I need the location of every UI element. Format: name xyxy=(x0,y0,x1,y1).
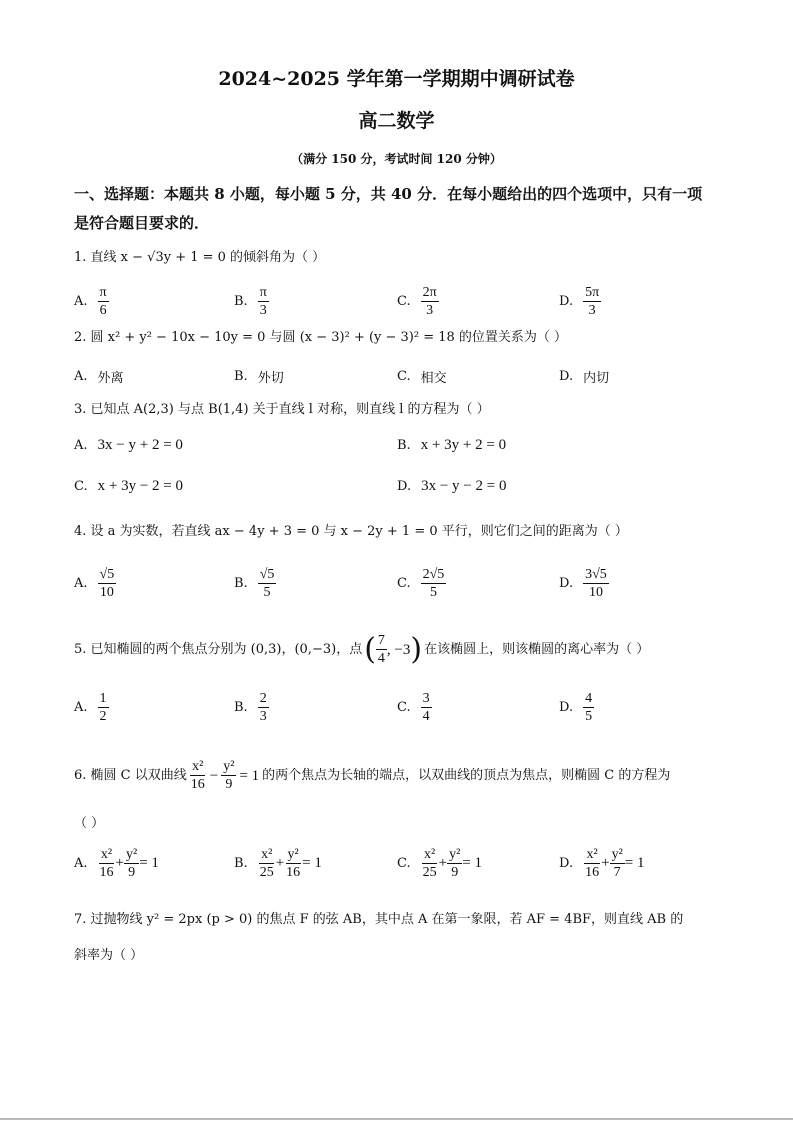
q1-option-a[interactable] xyxy=(74,284,109,319)
q5-option-a[interactable]: A. $\frac{1}{2}$ xyxy=(74,691,107,724)
option-label: D. xyxy=(559,294,574,309)
q3-option-a[interactable]: A. 3x − y + 2 = 0 xyxy=(74,437,183,453)
option-label: A. xyxy=(74,294,88,309)
question-2: 2. 圆 x² + y² − 10x − 10y = 0 与圆 (x − 3)² + (y − 3)² = 18 的位置关系为（ ） xyxy=(74,330,568,345)
question-6: 6. 椭圆 C 以双曲线 $\frac{\text{x²}}{16}$ − $\frac{\text{y²}}{9}$ = 1 的两个焦点为长轴的端点，以双曲线的顶点为焦点，则椭圆 C 的方程为 xyxy=(74,759,671,792)
q4-option-c[interactable]: C. $\frac{2√5}{5}$ xyxy=(397,567,445,600)
q5-option-d[interactable]: D. $\frac{4}{5}$ xyxy=(559,691,593,724)
q6-option-b[interactable]: B. $\frac{\text{x²}}{25}$ + $\frac{\text{y²}}{16}$ = 1 xyxy=(234,847,322,880)
q6-option-a[interactable]: A. $\frac{\text{x²}}{16}$ + $\frac{\text{y²}}{9}$ = 1 xyxy=(74,847,159,880)
q3-option-b[interactable]: B. x + 3y + 2 = 0 xyxy=(397,437,507,453)
exam-subject: 高二数学 xyxy=(358,110,435,132)
q4-option-a[interactable]: A. $\frac{√5}{10}$ xyxy=(74,567,115,600)
q1-option-b[interactable] xyxy=(234,284,269,319)
exam-title: 2024~2025 学年第一学期期中调研试卷 xyxy=(218,68,575,90)
exam-note: （满分 150 分，考试时间 120 分钟） xyxy=(291,152,502,166)
q6-option-c[interactable]: C. $\frac{\text{x²}}{25}$ + $\frac{\text{y²}}{9}$ = 1 xyxy=(397,847,483,880)
question-7-line-2: 斜率为（ ） xyxy=(74,948,144,963)
question-4: 4. 设 a 为实数，若直线 ax − 4y + 3 = 0 与 x − 2y + 1 = 0 平行，则它们之间的距离为（ ） xyxy=(74,524,628,539)
section-line-1: 一、选择题：本题共 8 小题，每小题 5 分，共 40 分．在每小题给出的四个选项中，只有一项 xyxy=(74,185,703,203)
page-bottom-divider xyxy=(0,1118,793,1120)
option-fraction: $\frac{5\pi}{3}$ xyxy=(585,285,600,318)
question-1: 1. 直线 x − √3y + 1 = 0 的倾斜角为（ ） xyxy=(74,250,326,265)
q2-option-c[interactable]: C. 相交 xyxy=(397,369,447,386)
option-fraction: $\frac{2\pi}{3}$ xyxy=(422,285,437,318)
section-line-2: 是符合题目要求的． xyxy=(74,214,210,232)
q6-option-d[interactable]: D. $\frac{\text{x²}}{16}$ + $\frac{\text{y²}}{7}$ = 1 xyxy=(559,847,645,880)
q1-option-d[interactable] xyxy=(559,284,601,319)
option-label: C. xyxy=(397,294,411,309)
q3-option-c[interactable]: C. x + 3y − 2 = 0 xyxy=(74,478,184,494)
question-3: 3. 已知点 A(2,3) 与点 B(1,4) 关于直线 l 对称，则直线 l 的方程为（ ） xyxy=(74,402,490,417)
question-7: 7. 过抛物线 y² = 2px (p > 0) 的焦点 F 的弦 AB，其中点 A 在第一象限，若 AF = 4BF，则直线 AB 的 xyxy=(74,912,684,927)
q2-option-d[interactable]: D. 内切 xyxy=(559,369,610,386)
q2-option-a[interactable]: A. 外离 xyxy=(74,369,124,386)
section-heading xyxy=(74,180,734,238)
q3-option-d[interactable]: D. 3x − y − 2 = 0 xyxy=(397,478,507,494)
q2-option-b[interactable]: B. 外切 xyxy=(234,369,284,386)
question-6-paren: （ ） xyxy=(74,816,105,831)
q4-option-b[interactable]: B. $\frac{√5}{5}$ xyxy=(234,567,275,600)
option-label: B. xyxy=(234,294,248,309)
option-fraction: $\frac{\pi}{3}$ xyxy=(259,285,267,318)
q5-option-c[interactable]: C. $\frac{3}{4}$ xyxy=(397,691,430,724)
q4-option-d[interactable]: D. $\frac{3√5}{10}$ xyxy=(559,567,607,600)
q1-option-c[interactable] xyxy=(397,284,439,319)
q5-option-b[interactable]: B. $\frac{2}{3}$ xyxy=(234,691,267,724)
option-fraction: $\frac{\pi}{6}$ xyxy=(99,285,107,318)
question-5: 5. 已知椭圆的两个焦点分别为 (0,3)，(0,−3)，点 ( $\frac{7}{4}$ , −3 ) 在该椭圆上，则该椭圆的离心率为（ ） xyxy=(74,631,650,667)
